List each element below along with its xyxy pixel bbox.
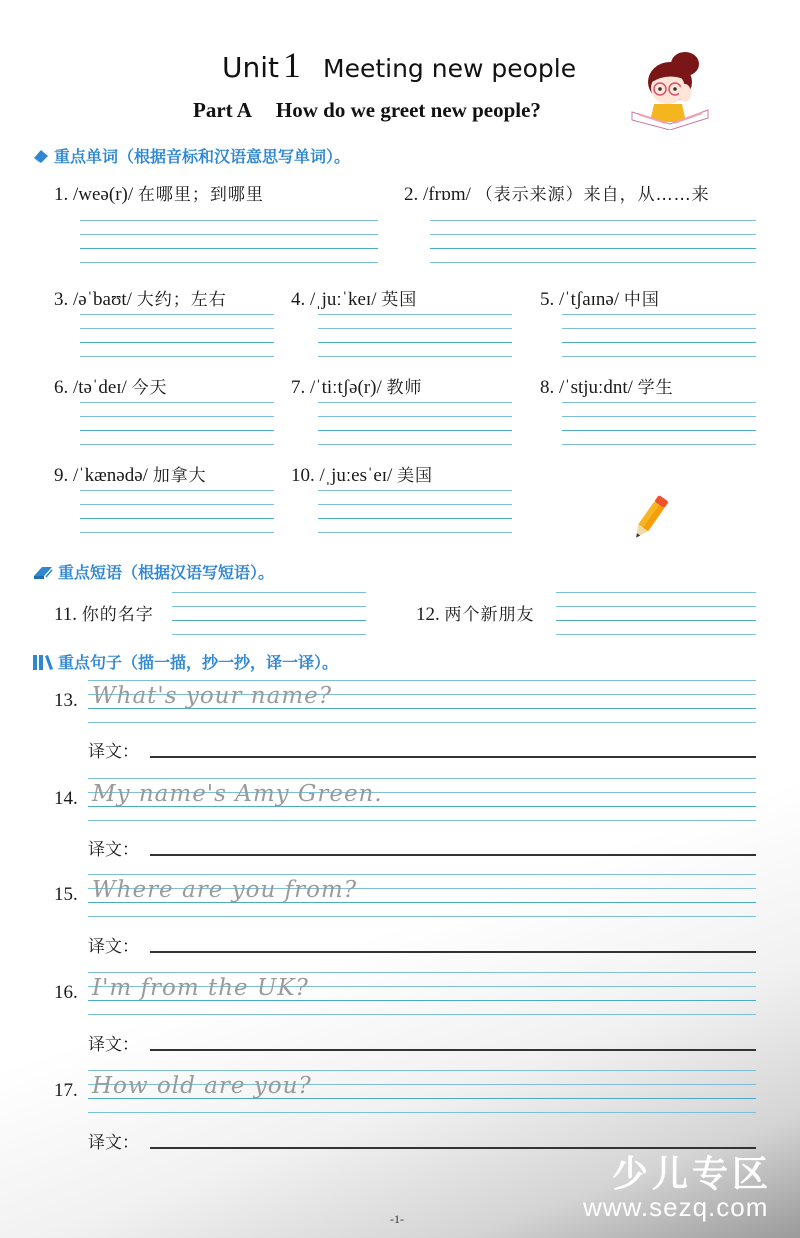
sentence-trace-text-17: How old are you? <box>92 1073 312 1099</box>
sentence-number-13: 13. <box>54 690 78 711</box>
sentence-trace-text-13: What's your name? <box>92 683 333 709</box>
unit-number: 1 <box>283 45 301 85</box>
translation-line-15[interactable] <box>150 951 756 953</box>
part-label: Part A <box>193 98 252 122</box>
translation-line-13[interactable] <box>150 756 756 758</box>
section-heading-sentences <box>32 650 338 673</box>
girl-reading-illustration <box>630 46 710 130</box>
word-item-4: 4. /ˌjuːˈkeɪ/ 英国 <box>291 289 418 310</box>
word-item-6: 6. /təˈdeɪ/ 今天 <box>54 377 168 398</box>
pencil-eraser-icon <box>32 148 50 164</box>
sentence-trace-text-16: I'm from the UK? <box>92 975 309 1001</box>
word-answer-lines-3[interactable] <box>80 314 274 364</box>
phrase-item-11: 11. 你的名字 <box>54 604 154 625</box>
section-heading-words-text: 重点单词（根据音标和汉语意思写单词）。 <box>54 147 351 166</box>
word-answer-lines-4[interactable] <box>318 314 512 364</box>
word-answer-lines-7[interactable] <box>318 402 512 452</box>
word-answer-lines-1[interactable] <box>80 220 378 270</box>
word-item-3: 3. /əˈbaʊt/ 大约；左右 <box>54 289 227 310</box>
word-answer-lines-5[interactable] <box>562 314 756 364</box>
pencil-icon <box>628 492 672 544</box>
books-icon <box>32 653 54 671</box>
translation-label-14: 译文： <box>88 840 139 860</box>
eraser-icon <box>32 564 54 580</box>
sentence-trace-text-15: Where are you from? <box>92 877 358 903</box>
translation-label-16: 译文： <box>88 1035 139 1055</box>
phrase-answer-lines-12[interactable] <box>556 592 756 638</box>
watermark-logo-text: 少儿专区 <box>612 1154 773 1195</box>
translation-label-17: 译文： <box>88 1133 139 1153</box>
word-item-9: 9. /ˈkænədə/ 加拿大 <box>54 465 207 486</box>
word-answer-lines-10[interactable] <box>318 490 512 540</box>
translation-label-13: 译文： <box>88 742 139 762</box>
sentence-number-17: 17. <box>54 1080 78 1101</box>
sentence-number-14: 14. <box>54 788 78 809</box>
watermark-url: www.sezq.com <box>583 1192 769 1222</box>
phrase-answer-lines-11[interactable] <box>172 592 366 638</box>
translation-line-14[interactable] <box>150 854 756 856</box>
unit-subtitle: Meeting new people <box>323 54 577 83</box>
word-item-2: 2. /frɒm/ （表示来源）来自，从……来 <box>404 184 710 205</box>
word-answer-lines-2[interactable] <box>430 220 756 270</box>
part-question: How do we greet new people? <box>275 98 541 122</box>
section-heading-words <box>32 144 350 167</box>
word-item-8: 8. /ˈstjuːdnt/ 学生 <box>540 377 674 398</box>
word-item-7: 7. /ˈtiːtʃə(r)/ 教师 <box>291 377 423 398</box>
page-number: -1- <box>390 1212 404 1226</box>
sentence-trace-text-14: My name's Amy Green. <box>92 781 383 807</box>
section-heading-sentences-text: 重点句子（描一描，抄一抄，译一译）。 <box>58 653 339 672</box>
translation-label-15: 译文： <box>88 937 139 957</box>
word-item-10: 10. /ˌjuːesˈeɪ/ 美国 <box>291 465 434 486</box>
section-heading-phrases-text: 重点短语（根据汉语写短语）。 <box>58 563 275 582</box>
word-item-5: 5. /ˈtʃaɪnə/ 中国 <box>540 289 660 310</box>
part-title <box>193 98 541 123</box>
unit-title <box>222 44 576 86</box>
word-answer-lines-8[interactable] <box>562 402 756 452</box>
word-item-1: 1. /weə(r)/ 在哪里；到哪里 <box>54 184 264 205</box>
phrase-item-12: 12. 两个新朋友 <box>416 604 535 625</box>
translation-line-16[interactable] <box>150 1049 756 1051</box>
word-answer-lines-9[interactable] <box>80 490 274 540</box>
sentence-number-16: 16. <box>54 982 78 1003</box>
section-heading-phrases <box>32 560 274 583</box>
sentence-number-15: 15. <box>54 884 78 905</box>
unit-word: Unit <box>222 51 279 84</box>
word-answer-lines-6[interactable] <box>80 402 274 452</box>
